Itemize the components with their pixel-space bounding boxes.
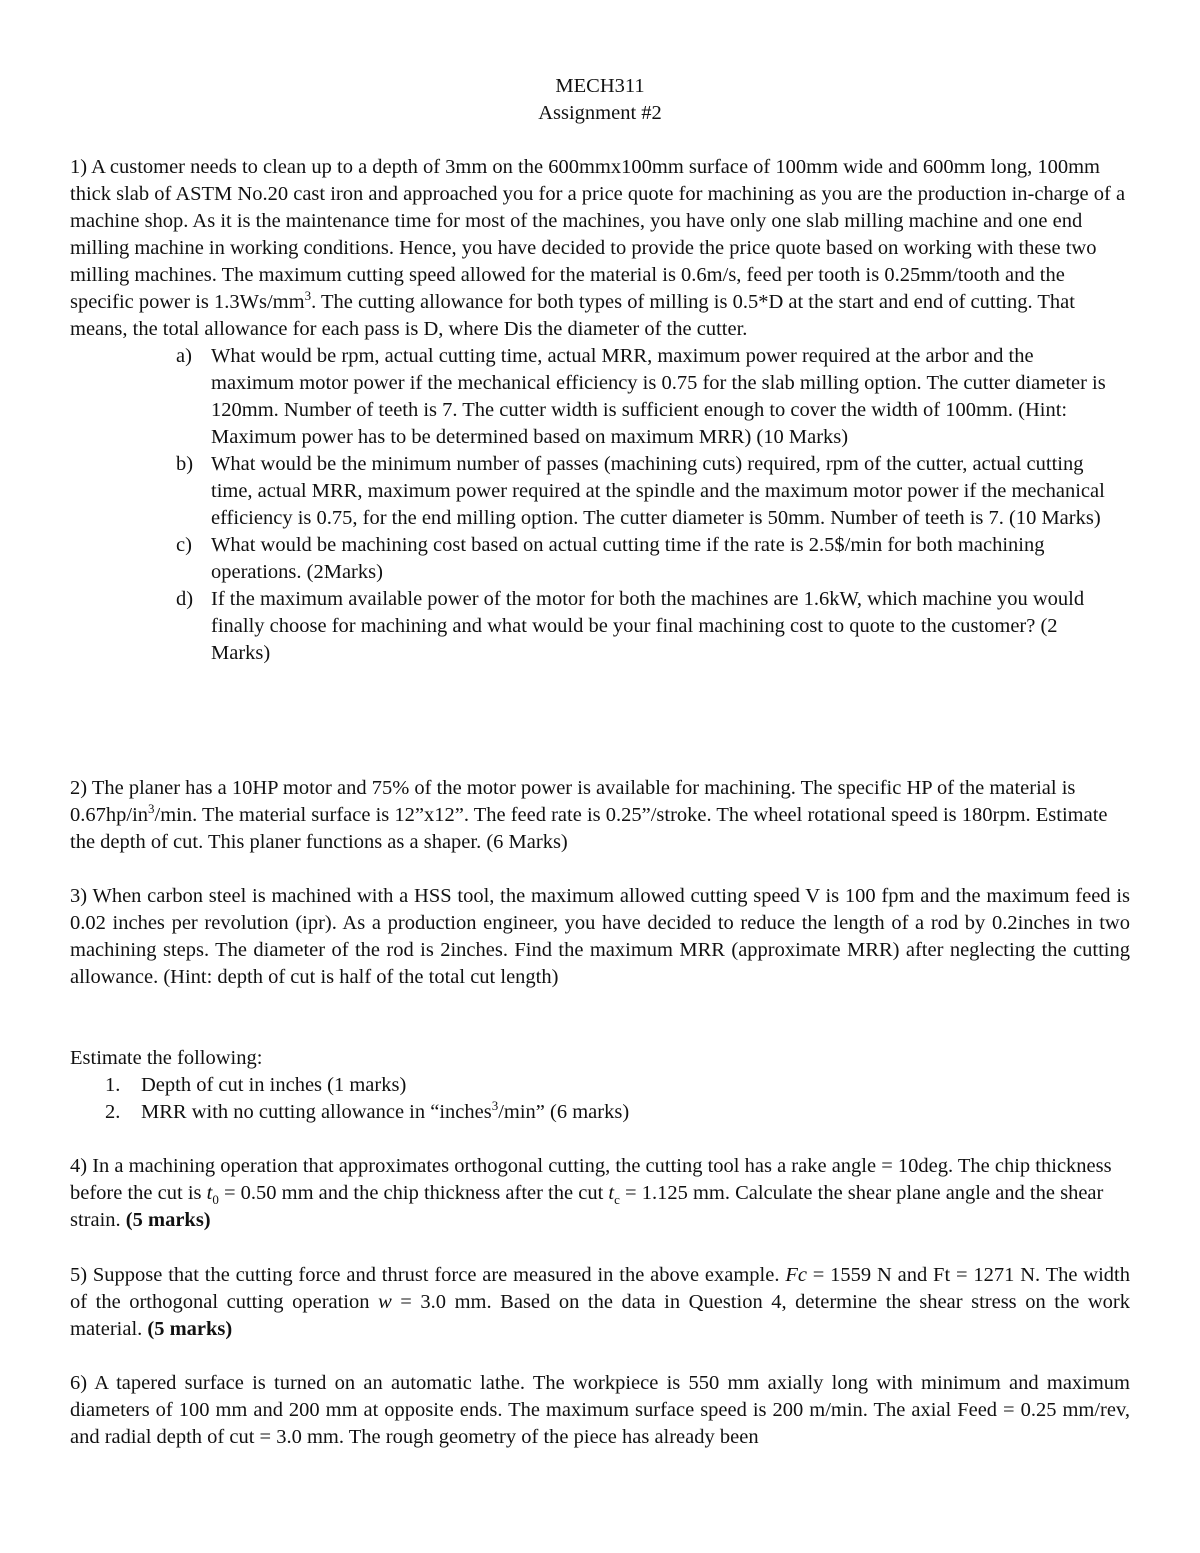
question-3-estimate: [70, 1045, 1130, 1126]
part-text: What would be the minimum number of passes (machining cuts) required, rpm of the cutter, actual cutting time, actual MRR, maximum power required at the spindle and the maximum motor power if the mechanical efficiency is 0.75, for the end milling option. The cutter diameter is 50mm. Number of teeth is 7. (10 Marks): [211, 453, 1105, 529]
question-5-text-b: = 1559 N and Ft = 1271 N. The width of the orthogonal cutting operation: [70, 1264, 1130, 1313]
question-1: [70, 154, 1130, 667]
part-marker: d): [176, 588, 194, 610]
symbol-w: w: [378, 1291, 392, 1313]
question-2: [70, 775, 1130, 856]
question-1-intro: [70, 154, 1130, 343]
question-6-text: 6) A tapered surface is turned on an automatic lathe. The workpiece is 550 mm axially long with minimum and maximum diameters of 100 mm and 200 mm at opposite ends. The maximum surface speed is 200 m/min. The axial Feed = 0.25 mm/rev, and radial depth of cut = 3.0 mm. The rough geometry of the piece has already been: [70, 1372, 1130, 1448]
question-3: [70, 883, 1130, 991]
item-marker: 1.: [105, 1074, 121, 1096]
part-text: If the maximum available power of the motor for both the machines are 1.6kW, which machine you would finally choose for machining and what would be your final machining cost to quote to the customer? (2 Marks): [211, 588, 1085, 664]
part-marker: a): [176, 345, 192, 367]
part-text: What would be machining cost based on actual cutting time if the rate is 2.5$/min for both machining operations. (2Marks): [211, 534, 1045, 583]
question-5-marks: (5 marks): [147, 1318, 233, 1340]
question-1-part-c: [70, 532, 1130, 586]
part-marker: b): [176, 453, 194, 475]
question-2-text-a: 2) The planer has a 10HP motor and 75% of the motor power is available for machining. The specific HP of the material is 0.67hp/in: [70, 777, 1076, 826]
symbol-tc: t: [608, 1182, 615, 1204]
item-text: MRR with no cutting allowance in “inches: [141, 1101, 492, 1123]
part-text: What would be rpm, actual cutting time, actual MRR, maximum power required at the arbor and the maximum motor power if the mechanical efficiency is 0.75 for the slab milling option. The cutter diameter is 120mm. Number of teeth is 7. The cutter width is sufficient enough to cover the width of 100mm. (Hint: Maximum power has to be determined based on maximum MRR) (10 Marks): [211, 345, 1106, 448]
question-6: [70, 1370, 1130, 1451]
symbol-t0: t: [206, 1182, 213, 1204]
question-3-text: 3) When carbon steel is machined with a HSS tool, the maximum allowed cutting speed V is 100 fpm and the maximum feed is 0.02 inches per revolution (ipr). As a production engineer, you have decided to reduce the length of a rod by 0.2inches in two machining steps. The diameter of the rod is 2inches. Find the maximum MRR (approximate MRR) after neglecting the cutting allowance. (Hint: depth of cut is half of the total cut length): [70, 885, 1130, 988]
question-1-part-b: [70, 451, 1130, 532]
question-5-text-c: = 3.0 mm. Based on the data in Question 4, determine the shear stress on the work material.: [70, 1291, 1130, 1340]
question-4-text: [70, 1153, 1130, 1234]
superscript: 3: [148, 801, 155, 817]
question-1-part-a: [70, 343, 1130, 451]
symbol-fc: Fc: [785, 1264, 807, 1286]
question-4-marks: (5 marks): [125, 1209, 211, 1231]
estimate-list: [70, 1072, 1130, 1126]
page-header: [0, 73, 1200, 127]
part-marker: c): [176, 534, 192, 556]
question-4-text-b: = 0.50 mm and the chip thickness after the cut: [218, 1182, 609, 1204]
assignment-title: Assignment #2: [538, 102, 662, 124]
question-5-text: [70, 1262, 1130, 1343]
subscript: 0: [212, 1192, 219, 1208]
question-4-text-a: 4) In a machining operation that approximates orthogonal cutting, the cutting tool has a rake angle = 10deg. The chip thickness before the cut is: [70, 1155, 1112, 1204]
estimate-label: Estimate the following:: [70, 1047, 263, 1069]
question-1-text-cont: . The cutting allowance for both types of milling is 0.5*D at the start and end of cutting. That means, the total allowance for each pass is D, where Dis the diameter of the cutter.: [70, 291, 1075, 340]
question-2-text: [70, 775, 1130, 856]
superscript: 3: [491, 1098, 499, 1114]
question-5: [70, 1262, 1130, 1343]
estimate-item: [70, 1099, 1130, 1126]
question-1-parts: [70, 343, 1130, 667]
superscript: 3: [304, 288, 312, 304]
question-1-text: 1) A customer needs to clean up to a depth of 3mm on the 600mmx100mm surface of 100mm wide and 600mm long, 100mm thick slab of ASTM No.20 cast iron and approached you for a price quote for machining as you are the production in-charge of a machine shop. As it is the maintenance time for most of the machines, you have only one slab milling machine and one end milling machine in working conditions. Hence, you have decided to provide the price quote based on working with these two milling machines. The maximum cutting speed allowed for the material is 0.6m/s, feed per tooth is 0.25mm/tooth and the specific power is 1.3Ws/mm: [70, 156, 1126, 313]
item-marker: 2.: [105, 1101, 121, 1123]
question-4: [70, 1153, 1130, 1234]
question-1-part-d: [70, 586, 1130, 667]
item-text: Depth of cut in inches (1 marks): [141, 1074, 407, 1096]
question-2-text-b: /min. The material surface is 12”x12”. The feed rate is 0.25”/stroke. The wheel rotational speed is 180rpm. Estimate the depth of cut. This planer functions as a shaper. (6 Marks): [70, 804, 1108, 853]
estimate-item: [70, 1072, 1130, 1099]
course-code: MECH311: [555, 75, 645, 97]
item-text-cont: /min” (6 marks): [498, 1101, 630, 1123]
question-4-text-c: = 1.125 mm. Calculate the shear plane angle and the shear strain.: [70, 1182, 1104, 1231]
question-5-text-a: 5) Suppose that the cutting force and thrust force are measured in the above example.: [70, 1264, 786, 1286]
subscript: c: [614, 1192, 620, 1208]
